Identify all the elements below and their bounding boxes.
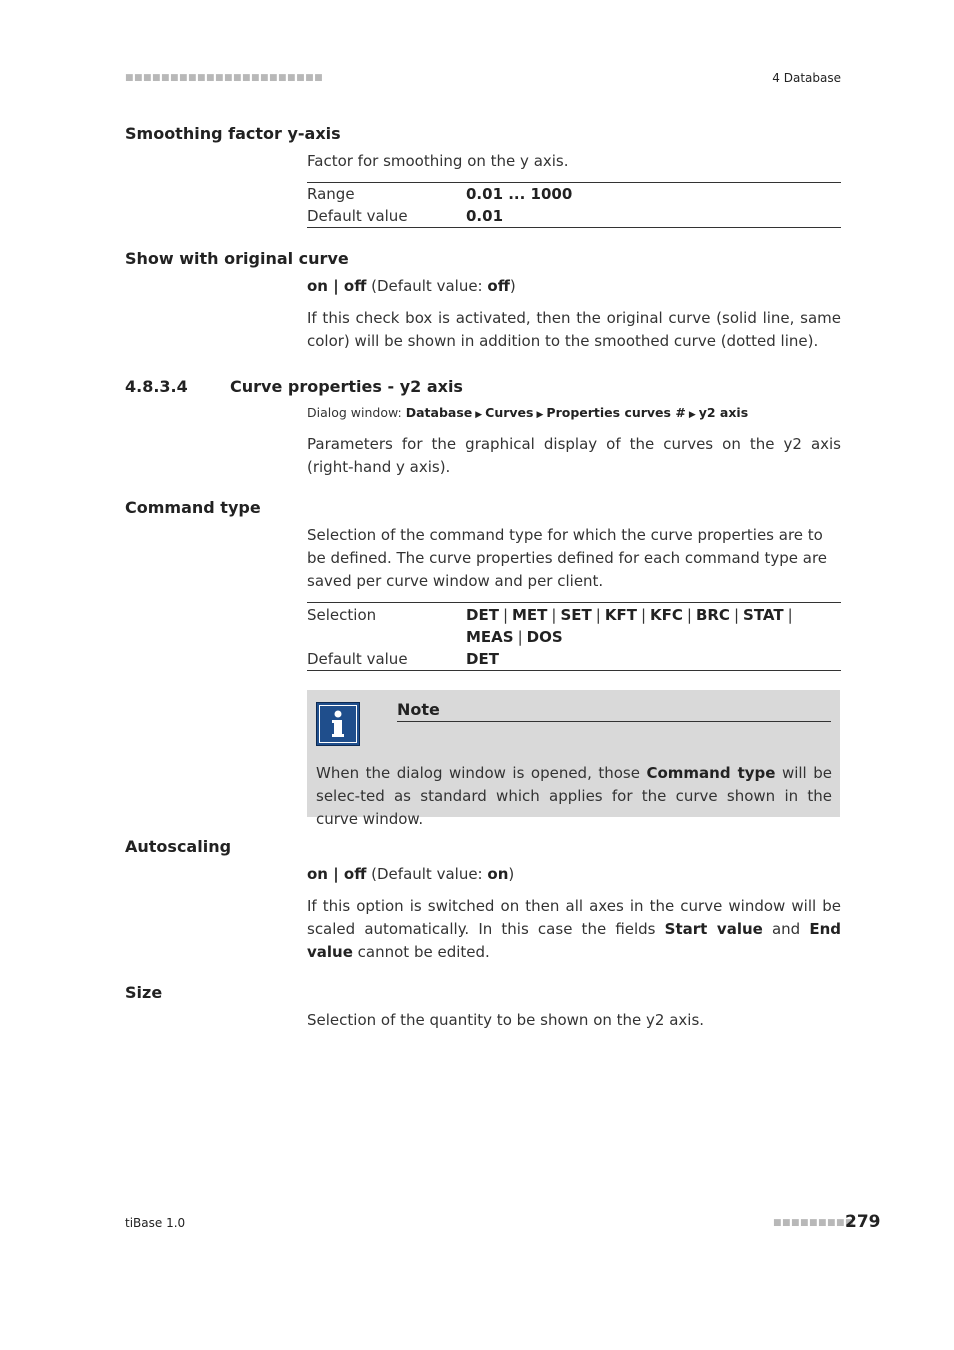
option-stat: STAT [743, 606, 784, 624]
path-arrow-icon: ▶ [475, 410, 483, 420]
path-arrow-icon: ▶ [536, 410, 544, 420]
footer-decoration: ■■■■■■■■■ [773, 1218, 855, 1228]
range-label: Range [307, 185, 355, 203]
default-prefix: (Default value: [366, 865, 488, 883]
default-label: Default value [307, 650, 408, 668]
default-value: 0.01 [466, 207, 504, 225]
option-on: on [307, 865, 328, 883]
smoothing-factor-description: Factor for smoothing on the y axis. [307, 152, 569, 170]
show-original-heading: Show with original curve [125, 249, 349, 268]
show-original-default [307, 275, 516, 298]
desc-part: cannot be edited. [352, 943, 490, 961]
selection-label: Selection [307, 606, 377, 624]
path-curves: Curves [485, 405, 534, 420]
smoothing-factor-heading: Smoothing factor y-axis [125, 124, 341, 143]
path-properties-curves: Properties curves # [546, 405, 686, 420]
note-text-bold: Command type [646, 764, 776, 782]
option-separator: | [502, 606, 508, 624]
option-kfc: KFC [650, 606, 683, 624]
section-description: Parameters for the graphical display of the curves on the y2 axis (right-hand y axis). [307, 435, 841, 476]
note-text-part: will be selec-ted as standard which applies for the curve shown in the curve window. [316, 764, 832, 828]
page-number: 279 [845, 1212, 881, 1232]
default-value: off [487, 277, 510, 295]
default-suffix: ) [508, 865, 515, 883]
option-off: off [343, 865, 367, 883]
option-separator: | [733, 606, 740, 624]
option-on: on [307, 277, 328, 295]
dialog-prefix: Dialog window: [307, 405, 406, 420]
chapter-header: 4 Database [772, 71, 841, 85]
size-description: Selection of the quantity to be shown on the y2 axis. [307, 1011, 705, 1029]
range-value: 0.01 ... 1000 [466, 185, 573, 203]
option-separator: | [686, 606, 692, 624]
option-sep: | [327, 865, 344, 883]
option-set: SET [560, 606, 592, 624]
option-sep: | [327, 277, 344, 295]
option-brc: BRC [695, 606, 730, 624]
footer-product: tiBase 1.0 [125, 1216, 186, 1230]
option-dos: DOS [526, 628, 563, 646]
smoothing-factor-table [307, 182, 841, 228]
option-separator: | [595, 606, 601, 624]
command-type-description: Selection of the command type for which the curve properties are to be defined. The curve properties defined for each command type are saved per curve window and per client. [307, 526, 828, 590]
default-prefix: (Default value: [366, 277, 488, 295]
note-text [316, 762, 832, 831]
section-number: 4.8.3.4 [125, 377, 188, 396]
command-type-heading: Command type [125, 498, 261, 517]
option-kft: KFT [604, 606, 637, 624]
option-separator: | [787, 606, 793, 624]
autoscaling-default [307, 863, 514, 886]
option-meas: MEAS [466, 628, 514, 646]
default-value: on [487, 865, 509, 883]
default-label: Default value [307, 207, 408, 225]
autoscaling-description [307, 895, 841, 964]
option-off: off [343, 277, 367, 295]
info-icon [316, 702, 360, 746]
option-separator: | [517, 628, 523, 646]
autoscaling-heading: Autoscaling [125, 837, 232, 856]
option-separator: | [551, 606, 557, 624]
selection-values [466, 603, 841, 649]
option-met: MET [512, 606, 548, 624]
show-original-description: If this check box is activated, then the original curve (solid line, same color) will be shown in addition to the smoothed curve (dotted line). [307, 309, 841, 350]
path-y2-axis: y2 axis [698, 405, 749, 420]
header-decoration: ■■■■■■■■■■■■■■■■■■■■■■ [125, 73, 324, 83]
note-title: Note [397, 700, 440, 719]
option-det: DET [466, 606, 499, 624]
section-title: Curve properties - y2 axis [230, 377, 463, 396]
command-type-table [307, 602, 841, 671]
default-value: DET [466, 650, 499, 668]
desc-part: and [762, 920, 810, 938]
note-box [307, 690, 840, 828]
size-heading: Size [125, 983, 163, 1002]
default-suffix: ) [509, 277, 516, 295]
path-arrow-icon: ▶ [688, 410, 696, 420]
field-end-value: End value [307, 920, 841, 961]
dialog-window-path [307, 405, 748, 420]
option-separator: | [640, 606, 646, 624]
note-text-part: When the dialog window is opened, those [316, 764, 647, 782]
path-database: Database [405, 405, 473, 420]
field-start-value: Start value [664, 920, 763, 938]
desc-part: If this option is switched on then all axes in the curve window will be scaled automatically. In this case the fields [307, 897, 841, 938]
